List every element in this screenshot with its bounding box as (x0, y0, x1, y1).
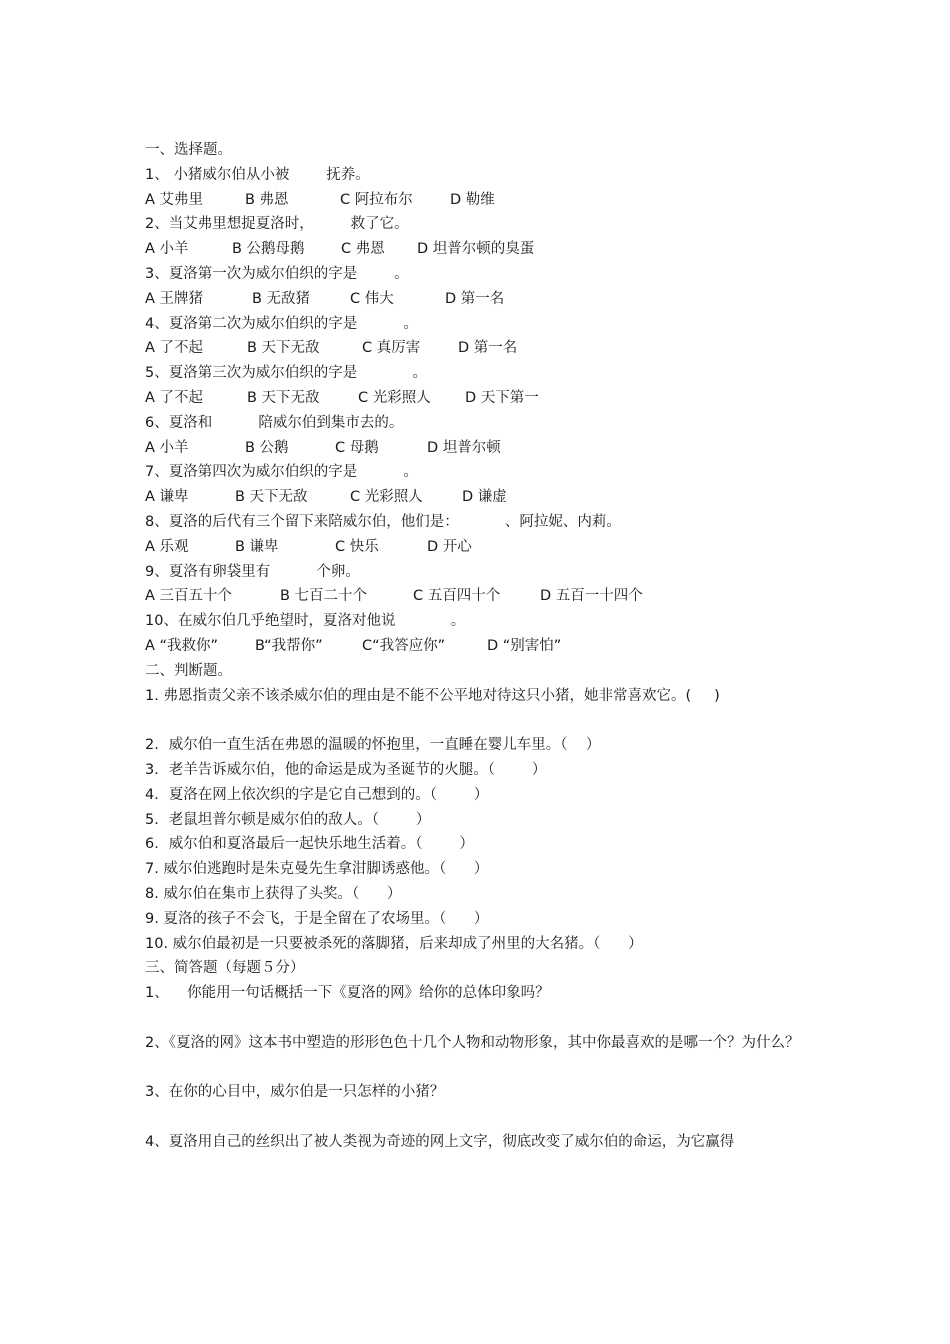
question-stem: 6、夏洛和 陪威尔伯到集市去的。 (145, 414, 404, 431)
true-false-item: 2．威尔伯一直生活在弗恩的温暖的怀抱里，一直睡在婴儿车里。（ ） (145, 737, 601, 754)
option-text: C 母鹅 (335, 439, 379, 456)
option-text: D “别害怕” (487, 637, 562, 654)
option-text: C 光彩照人 (358, 389, 431, 406)
short-answer-question: 3、在你的心目中，威尔伯是一只怎样的小猪？ (145, 1084, 445, 1101)
true-false-item: 8. 威尔伯在集市上获得了头奖。（ ） (145, 885, 402, 902)
option-text: C 光彩照人 (350, 489, 423, 506)
option-text: A 谦卑 (145, 489, 189, 506)
true-false-item: 4．夏洛在网上依次织的字是它自己想到的。（ ） (145, 786, 489, 803)
option-text: B 无敌猪 (252, 290, 311, 307)
true-false-item: 5．老鼠坦普尔顿是威尔伯的敌人。（ ） (145, 811, 431, 828)
option-text: D 第一名 (458, 340, 518, 357)
option-row (145, 336, 825, 361)
question-stem: 1、 小猪威尔伯从小被 抚养。 (145, 166, 370, 183)
section1-title: 一、选择题。 (145, 142, 232, 158)
option-text: A 小羊 (145, 241, 189, 258)
true-false-list (145, 684, 825, 957)
blank-line (145, 708, 825, 733)
true-false-item: 3．老羊告诉威尔伯，他的命运是成为圣诞节的火腿。（ ） (145, 761, 547, 778)
question-stem: 4、夏洛第二次为威尔伯织的字是 。 (145, 315, 418, 332)
true-false-item: 6．威尔伯和夏洛最后一起快乐地生活着。（ ） (145, 836, 474, 853)
worksheet (145, 138, 825, 1155)
option-text: C 五百四十个 (413, 588, 501, 605)
true-false-item: 1. 弗恩指责父亲不该杀威尔伯的理由是不能不公平地对待这只小猪，她非常喜欢它。( ) (145, 687, 720, 704)
option-text: B“我帮你” (255, 637, 323, 654)
option-row (145, 634, 825, 659)
option-text: B 弗恩 (245, 191, 289, 208)
option-text: A 小羊 (145, 439, 189, 456)
option-row (145, 386, 825, 411)
short-answer-question: 2、《夏洛的网》这本书中塑造的形形色色十几个人物和动物形象，其中你最喜欢的是哪一个？为什么？ (145, 1034, 800, 1051)
question-stem: 9、夏洛有卵袋里有 个卵。 (145, 563, 360, 580)
answer-space (145, 1006, 825, 1031)
option-text: B 公鹅母鹅 (232, 241, 305, 258)
option-text: D 天下第一 (465, 389, 539, 406)
option-text: C 伟大 (350, 290, 394, 307)
true-false-item: 9. 夏洛的孩子不会飞，于是全留在了农场里。（ ） (145, 910, 489, 927)
option-text: D 坦普尔顿的臭蛋 (417, 241, 535, 258)
answer-space (145, 1055, 825, 1080)
option-row (145, 485, 825, 510)
option-text: C 真厉害 (362, 340, 421, 357)
option-text: B 天下无敌 (235, 489, 308, 506)
true-false-item: 7. 威尔伯逃跑时是朱克曼先生拿泔脚诱惑他。（ ） (145, 861, 489, 878)
question-stem: 2、当艾弗里想捉夏洛时， 救了它。 (145, 216, 409, 233)
true-false-item: 10. 威尔伯最初是一只要被杀死的落脚猪，后来却成了州里的大名猪。（ ） (145, 935, 643, 952)
option-text: C 快乐 (335, 538, 379, 555)
option-text: C 弗恩 (341, 241, 385, 258)
question-stem: 8、夏洛的后代有三个留下来陪威尔伯，他们是： 、阿拉妮、内莉。 (145, 513, 621, 530)
option-row (145, 237, 825, 262)
option-text: A 了不起 (145, 389, 204, 406)
question-stem: 10、在威尔伯几乎绝望时，夏洛对他说 。 (145, 613, 466, 630)
option-text: D 勒维 (450, 191, 495, 208)
option-text: A 三百五十个 (145, 588, 233, 605)
short-answer-list (145, 981, 825, 1155)
option-text: C“我答应你” (362, 637, 446, 654)
option-text: B 天下无敌 (247, 389, 320, 406)
question-stem: 5、夏洛第三次为威尔伯织的字是 。 (145, 365, 428, 382)
option-text: A 了不起 (145, 340, 204, 357)
option-text: A 艾弗里 (145, 191, 204, 208)
option-text: D 第一名 (445, 290, 505, 307)
option-row (145, 436, 825, 461)
option-text: B 谦卑 (235, 538, 279, 555)
short-answer-question: 1、 你能用一句话概括一下《夏洛的网》给你的总体印象吗？ (145, 985, 550, 1002)
option-row (145, 535, 825, 560)
option-text: D 五百一十四个 (540, 588, 643, 605)
option-text: A 王牌猪 (145, 290, 204, 307)
section3-title: 三、简答题（每题５分） (145, 960, 305, 977)
question-stem: 3、夏洛第一次为威尔伯织的字是 。 (145, 265, 409, 282)
option-text: D 开心 (427, 538, 472, 555)
question-stem: 7、夏洛第四次为威尔伯织的字是 。 (145, 464, 418, 481)
option-text: A “我救你” (145, 637, 219, 654)
option-row (145, 584, 825, 609)
section2-title: 二、判断题。 (145, 662, 232, 679)
answer-space (145, 1105, 825, 1130)
option-text: B 天下无敌 (247, 340, 320, 357)
option-row (145, 188, 825, 213)
option-text: B 公鹅 (245, 439, 289, 456)
option-row (145, 287, 825, 312)
option-text: B 七百二十个 (280, 588, 368, 605)
option-text: D 坦普尔顿 (427, 439, 501, 456)
option-text: A 乐观 (145, 538, 189, 555)
short-answer-question: 4、夏洛用自己的丝织出了被人类视为奇迹的网上文字，彻底改变了威尔伯的命运，为它赢得 (145, 1133, 735, 1150)
choice-question-list (145, 163, 825, 659)
option-text: D 谦虚 (462, 489, 507, 506)
option-text: C 阿拉布尔 (340, 191, 413, 208)
